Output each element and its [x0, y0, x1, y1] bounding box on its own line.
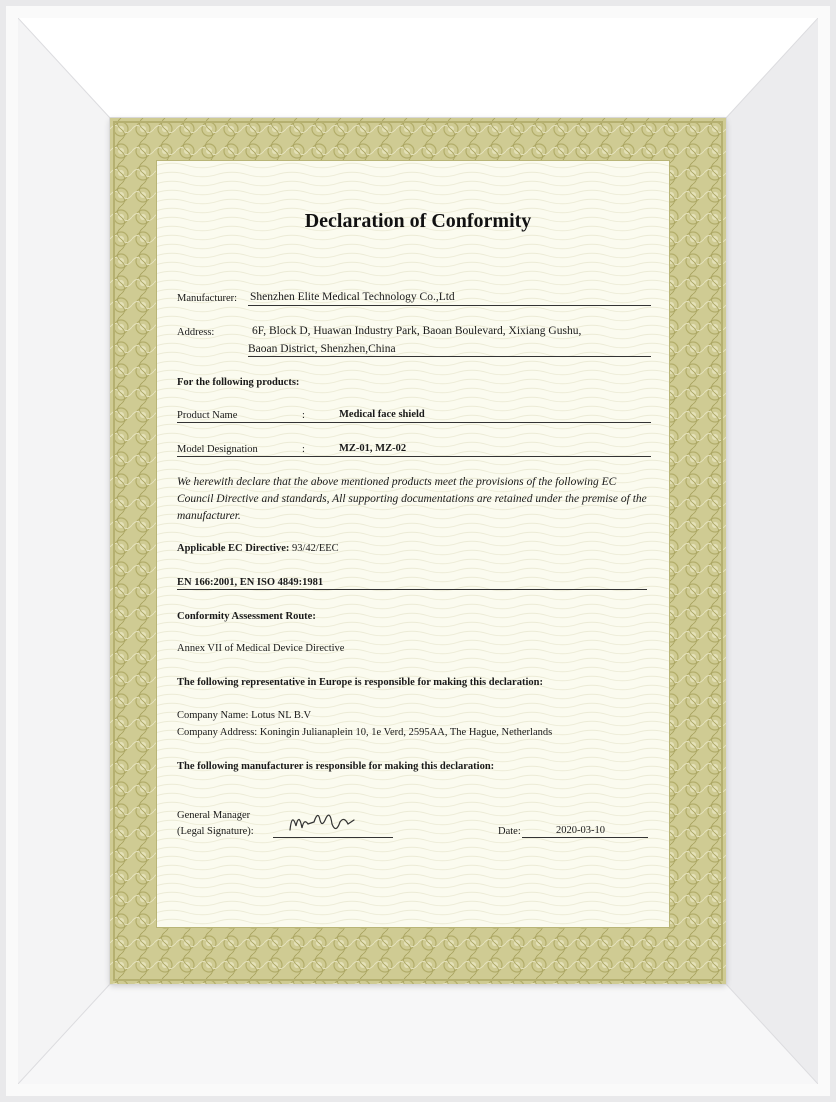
product-name-label: Product Name [177, 410, 238, 421]
representative-heading: The following representative in Europe is responsible for making this declaration: [177, 677, 543, 688]
company-name: Company Name: Lotus NL B.V [177, 710, 312, 721]
model-underline [177, 456, 651, 457]
products-heading: For the following products: [177, 377, 300, 388]
product-name-value: Medical face shield [339, 409, 425, 420]
general-manager-label: General Manager [177, 810, 251, 821]
model-value: MZ-01, MZ-02 [339, 443, 407, 454]
manufacturer-value: Shenzhen Elite Medical Technology Co.,Ltd [250, 291, 455, 303]
route-value: Annex VII of Medical Device Directive [177, 643, 345, 654]
directive-label: Applicable EC Directive: [177, 543, 290, 554]
legal-signature-label: (Legal Signature): [177, 826, 254, 837]
address-label: Address: [177, 327, 215, 338]
model-colon: : [302, 444, 305, 455]
document-title: Declaration of Conformity [304, 210, 532, 232]
route-heading: Conformity Assessment Route: [177, 611, 316, 622]
product-name-underline [177, 422, 651, 423]
standards-underline [177, 589, 647, 590]
directive-row [177, 543, 339, 554]
company-address: Company Address: Koningin Julianaplein 10, 1e Verd, 2595AA, The Hague, Netherlands [177, 727, 553, 738]
date-underline [522, 837, 648, 838]
standards: EN 166:2001, EN ISO 4849:1981 [177, 577, 324, 588]
manufacturer-label: Manufacturer: [177, 293, 238, 304]
model-label: Model Designation [177, 444, 258, 455]
directive-value: 93/42/EEC [292, 543, 339, 554]
address-line-2: Baoan District, Shenzhen,China [248, 343, 396, 355]
address-underline [248, 356, 651, 357]
product-name-colon: : [302, 410, 305, 421]
handwritten-signature [286, 800, 366, 840]
manufacturer-heading: The following manufacturer is responsible for making this declaration: [177, 761, 495, 772]
date-value: 2020-03-10 [556, 825, 605, 836]
date-label: Date: [498, 826, 521, 837]
signature-underline [273, 837, 393, 838]
manufacturer-underline [248, 305, 651, 306]
address-line-1: 6F, Block D, Huawan Industry Park, Baoan Boulevard, Xixiang Gushu, [252, 325, 582, 337]
declaration-paragraph: We herewith declare that the above mentioned products meet the provisions of the following EC Council Directive and standards, All supporting documentations are retained under the premise of the manufacturer. [177, 476, 647, 522]
